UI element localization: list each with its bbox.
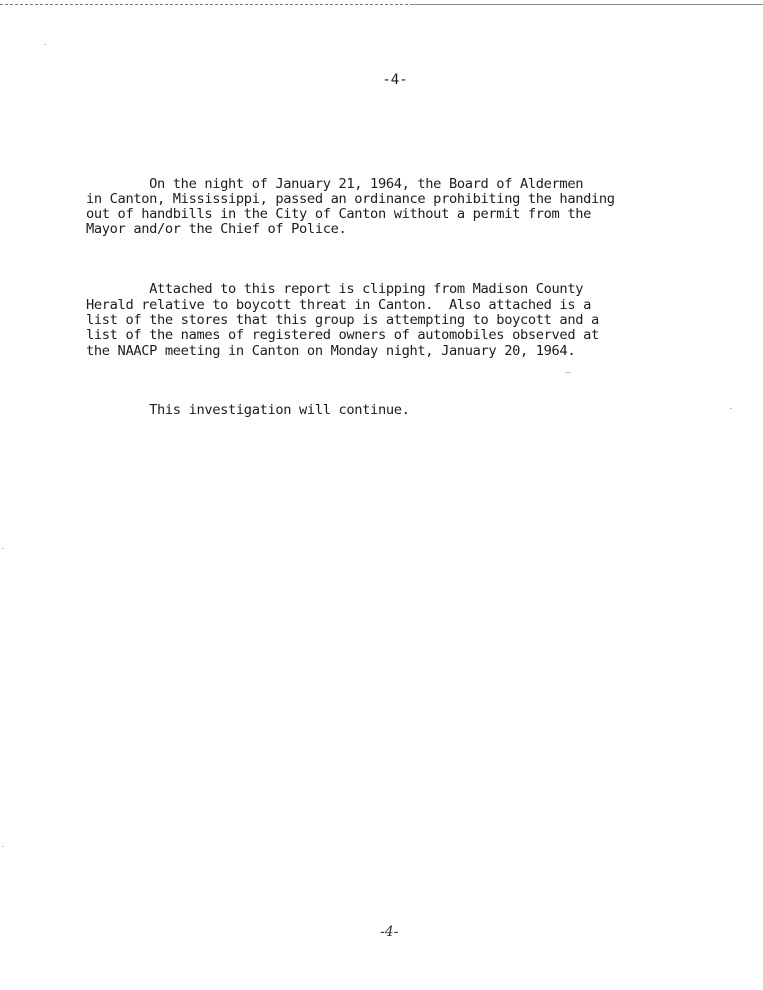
scan-speck bbox=[565, 372, 571, 373]
document-body bbox=[86, 146, 706, 448]
scan-speck bbox=[44, 44, 46, 45]
handwritten-page-mark: -4- bbox=[380, 924, 399, 940]
scan-speck bbox=[2, 548, 4, 549]
page-number: -4- bbox=[382, 72, 408, 88]
paragraph-ordinance: On the night of January 21, 1964, the Board of Aldermen in Canton, Mississippi, passed an ordinance prohibiting the handing out of handbills in the City of Canton without a permit from the Mayor and/or the Chief of Police. bbox=[86, 175, 615, 238]
top-solid-rule bbox=[410, 4, 763, 5]
paragraph-continuation: This investigation will continue. bbox=[86, 402, 410, 419]
scan-speck bbox=[730, 408, 732, 409]
scan-speck bbox=[2, 846, 4, 847]
paragraph-attachments: Attached to this report is clipping from Madison County Herald relative to boycott threat in Canton. Also attached is a list of the stores that this group is attempting to boycott and a list of the names of registered owners of automobiles observed at the NAACP meeting in Canton on Monday night, January 20, 1964. bbox=[86, 281, 599, 359]
